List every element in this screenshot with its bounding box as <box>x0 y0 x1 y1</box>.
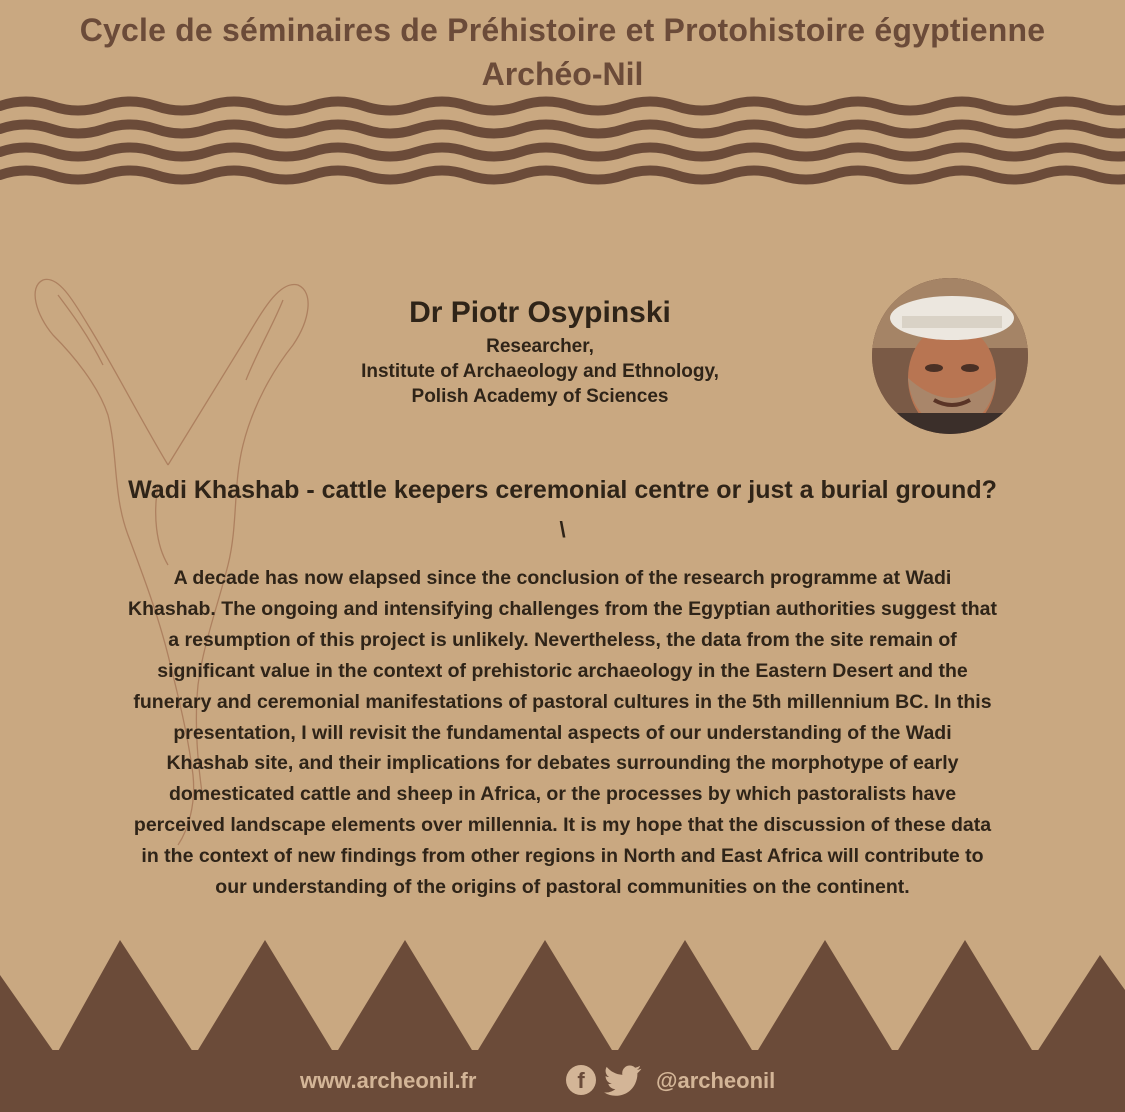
speaker-role: Researcher, <box>486 336 594 357</box>
speaker-block <box>250 292 830 409</box>
abstract-line: A decade has now elapsed since the conclusion of the research programme at Wadi <box>173 567 952 589</box>
speaker-photo <box>872 278 1028 434</box>
abstract-line: domesticated cattle and sheep in Africa, or the processes by which pastoralists have <box>168 783 957 806</box>
poster-footer <box>0 1062 1125 1102</box>
seminar-cycle-title: Cycle de séminaires de Préhistoire et Protohistoire égyptienne <box>79 12 1046 48</box>
speaker-institute: Institute of Archaeology and Ethnology, <box>361 361 719 382</box>
abstract-line: a resumption of this project is unlikely. Nevertheless, the data from the site remain of <box>168 628 957 651</box>
wave-pattern <box>0 96 1125 200</box>
title-separator: \ <box>559 517 566 542</box>
twitter-icon[interactable] <box>604 1065 642 1097</box>
abstract-line: perceived landscape elements over millennia. It is my hope that the discussion of these data <box>133 814 992 837</box>
abstract-line: funerary and ceremonial manifestations of pastoral cultures in the 5th millennium BC. In this <box>133 690 992 713</box>
organizer-name: Archéo-Nil <box>481 56 644 92</box>
speaker-academy: Polish Academy of Sciences <box>411 386 669 407</box>
facebook-icon[interactable]: f <box>566 1065 596 1095</box>
speaker-name: Dr Piotr Osypinski <box>409 296 671 329</box>
talk-abstract <box>40 563 1085 903</box>
talk-title: Wadi Khashab - cattle keepers ceremonial centre or just a burial ground? <box>128 476 997 504</box>
social-icons <box>566 1065 642 1097</box>
abstract-line: in the context of new findings from other regions in North and East Africa will contribute to <box>141 845 984 868</box>
poster-header <box>0 8 1125 96</box>
abstract-line: Khashab site, and their implications for debates surrounding the morphotype of early <box>166 752 959 775</box>
speaker-portrait-illustration <box>872 278 1028 434</box>
social-handle[interactable]: @archeonil <box>656 1068 776 1093</box>
abstract-line: Khashab. The ongoing and intensifying challenges from the Egyptian authorities suggest that <box>128 597 997 620</box>
abstract-line: significant value in the context of prehistoric archaeology in the Eastern Desert and the <box>157 659 968 682</box>
abstract-line: our understanding of the origins of pastoral communities on the continent. <box>215 876 910 899</box>
website-link[interactable]: www.archeonil.fr <box>300 1068 477 1093</box>
abstract-line: presentation, I will revisit the fundamental aspects of our understanding of the Wadi <box>173 721 952 744</box>
